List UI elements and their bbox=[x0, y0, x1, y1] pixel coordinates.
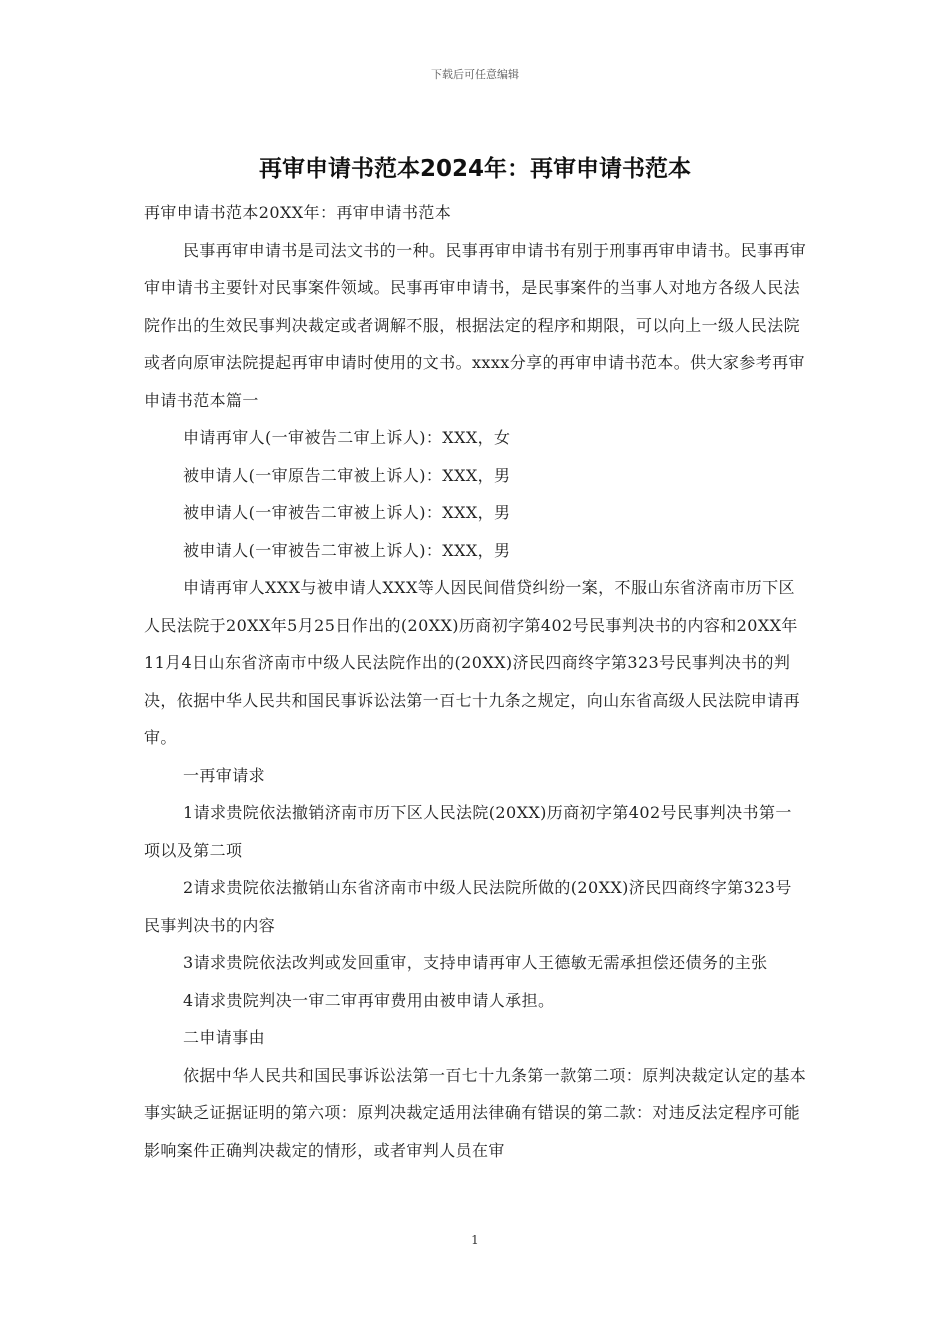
section-heading-requests: 一再审请求 bbox=[183, 765, 266, 785]
request-item-3: 3请求贵院依法改判或发回重审，支持申请再审人王德敏无需承担偿还债务的主张 bbox=[183, 953, 768, 972]
paragraph-reasons: 依据中华人民共和国民事诉讼法第一百七十九条第一款第二项：原判决裁定认定的基本事实缺乏证据证明的第六项：原判决裁定适用法律确有错误的第二款：对违反法定程序可能影响案件正确判决裁定的情形，或者审判人员在审 bbox=[144, 1065, 807, 1160]
paragraph-case-statement: 申请再审人XXX与被申请人XXX等人因民间借贷纠纷一案，不服山东省济南市历下区人民法院于20XX年5月25日作出的(20XX)历商初字第402号民事判决书的内容和20XX年11月4日山东省济南市中级人民法院作出的(20XX)济民四商终字第323号民事判决书的判决，依据中华人民共和国民事诉讼法第一百七十九条之规定，向山东省高级人民法院申请再审。 bbox=[144, 578, 801, 747]
section-heading-reasons: 二申请事由 bbox=[183, 1028, 266, 1047]
page-number: 1 bbox=[471, 1233, 479, 1247]
request-item-1: 1请求贵院依法撤销济南市历下区人民法院(20XX)历商初字第402号民事判决书第一项以及第二项 bbox=[144, 803, 792, 860]
paragraph-party-applicant: 申请再审人(一审被告二审上诉人)：XXX，女 bbox=[183, 428, 511, 447]
document-subtitle: 再审申请书范本20XX年：再审申请书范本 bbox=[144, 203, 452, 222]
document-title: 再审申请书范本2024年：再审申请书范本 bbox=[258, 156, 691, 182]
paragraph-intro: 民事再审申请书是司法文书的一种。民事再审申请书有别于刑事再审申请书。民事再审审申请书主要针对民事案件领域。民事再审申请书，是民事案件的当事人对地方各级人民法院作出的生效民事判决裁定或者调解不服，根据法定的程序和期限，可以向上一级人民法院或者向原审法院提起再审申请时使用的文书。xxxx分享的再审申请书范本。供大家参考再审申请书范本篇一 bbox=[144, 240, 807, 410]
header-note: 下载后可任意编辑 bbox=[431, 68, 519, 81]
document-body bbox=[144, 194, 808, 1169]
paragraph-party-respondent-1: 被申请人(一审原告二审被上诉人)：XXX，男 bbox=[183, 465, 511, 485]
request-item-4: 4请求贵院判决一审二审再审费用由被申请人承担。 bbox=[183, 990, 555, 1010]
paragraph-party-respondent-2: 被申请人(一审被告二审被上诉人)：XXX，男 bbox=[183, 503, 511, 522]
paragraph-party-respondent-3: 被申请人(一审被告二审被上诉人)：XXX，男 bbox=[183, 540, 511, 560]
request-item-2: 2请求贵院依法撤销山东省济南市中级人民法院所做的(20XX)济民四商终字第323号民事判决书的内容 bbox=[144, 878, 792, 935]
